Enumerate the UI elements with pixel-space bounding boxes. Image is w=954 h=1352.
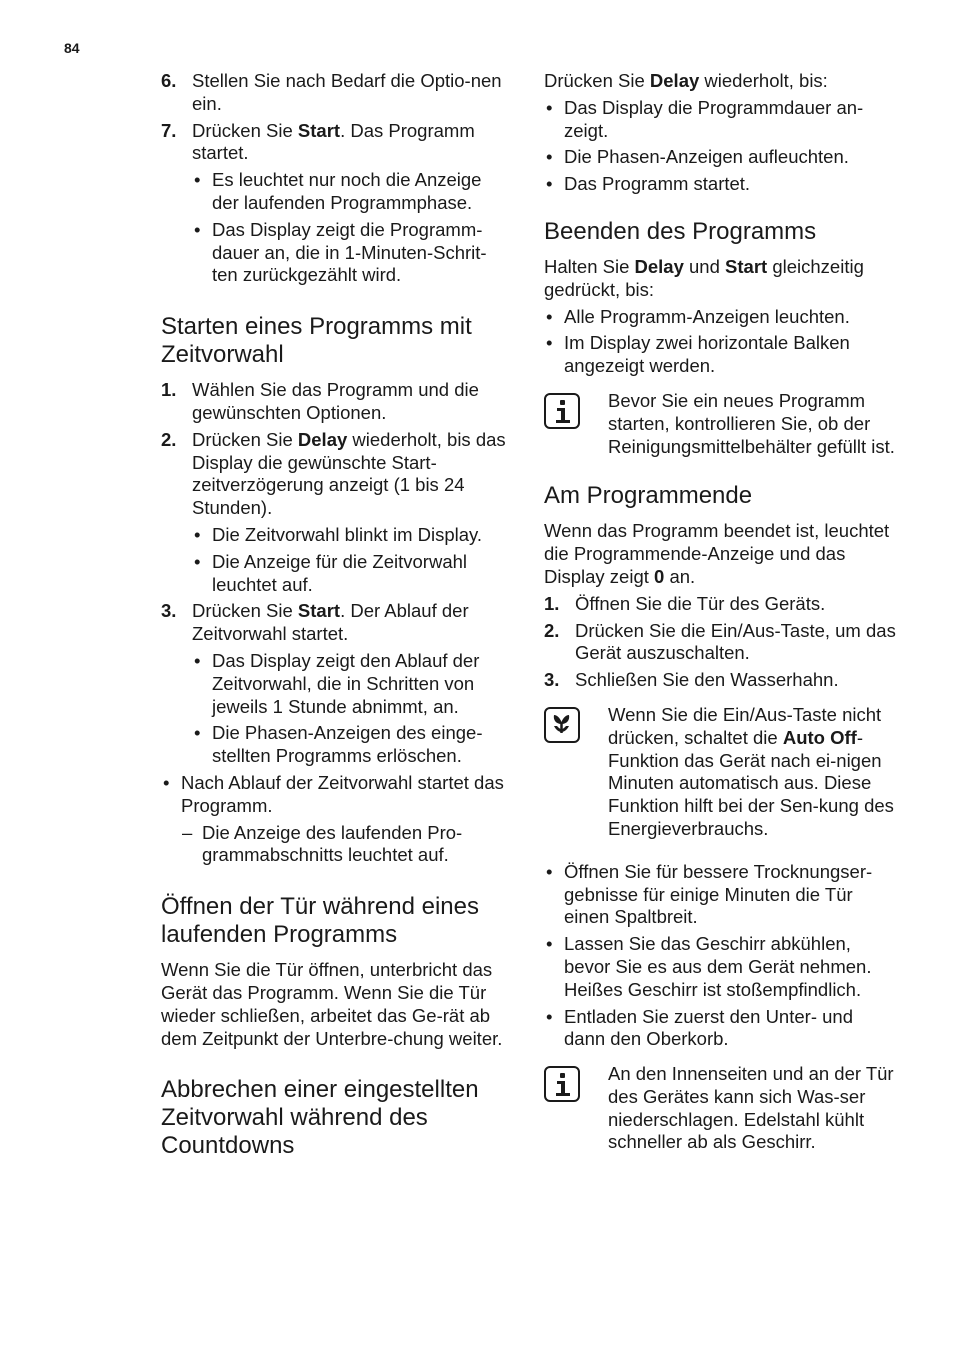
intro-text: Drücken Sie bbox=[544, 70, 650, 91]
heading-door-open: Öffnen der Tür während eines laufenden Programms bbox=[161, 893, 479, 949]
step-number: 7. bbox=[161, 119, 177, 141]
finish-text: an. bbox=[664, 565, 696, 587]
step-1 bbox=[161, 379, 511, 425]
note-text: Bevor Sie ein neues Programm starten, kontrollieren Sie, ob der Reinigungsmittelbehälter gefüllt ist. bbox=[608, 389, 895, 457]
finish-text: Wenn das Programm beendet ist, leuchtet die Programmende-Anzeige und das Display zeigt bbox=[544, 520, 890, 587]
right-column bbox=[544, 70, 896, 1154]
step-text: . Der Ablauf der Zeitvorwahl startet. bbox=[192, 600, 469, 645]
note-text bbox=[608, 704, 896, 841]
note-text-part: -Funktion das Gerät nach ei-nigen Minuten automatisch aus. Diese Funktion hilft bei der Sen-kung des Energieverbrauchs. bbox=[608, 726, 894, 839]
step-text: Drücken Sie bbox=[192, 119, 298, 141]
start-keyword: Start bbox=[725, 255, 768, 277]
auto-off-keyword: Auto Off bbox=[782, 726, 857, 748]
list-item: • Nach Ablauf der Zeitvorwahl startet das Programm. bbox=[161, 772, 511, 818]
step-text: Drücken Sie die Ein/Aus-Taste, um das Gerät auszuschalten. bbox=[575, 619, 896, 664]
step-6 bbox=[161, 70, 511, 116]
end-text: und bbox=[683, 255, 726, 277]
step-3 bbox=[161, 600, 511, 646]
list-item: • Es leuchtet nur noch die Anzeige der laufenden Programmphase. bbox=[161, 169, 511, 215]
delay-intro bbox=[544, 70, 896, 93]
info-icon bbox=[544, 393, 580, 429]
step-text: Wählen Sie das Programm und die gewünschten Optionen. bbox=[192, 379, 479, 423]
list-item: • Im Display zwei horizontale Balken angezeigt werden. bbox=[544, 332, 896, 378]
step-7 bbox=[161, 120, 511, 166]
list-item: • Entladen Sie zuerst den Unter- und dann den Oberkorb. bbox=[544, 1006, 896, 1052]
door-paragraph: Wenn Sie die Tür öffnen, unterbricht das Gerät das Programm. Wenn Sie die Tür wieder schließen, arbeitet das Ge-rät ab dem Zeitpunkt der Unterbre-chung weiter. bbox=[161, 959, 503, 1049]
environment-icon bbox=[544, 707, 580, 743]
step-text: wiederholt, bis das Display die gewünschte Start-zeitverzögerung anzeigt (1 bis 24 Stunden). bbox=[192, 428, 506, 519]
info-note bbox=[544, 390, 896, 458]
list-item: • Die Phasen-Anzeigen aufleuchten. bbox=[544, 146, 896, 169]
end-text: Halten Sie bbox=[544, 255, 635, 277]
step-number: 6. bbox=[161, 70, 177, 91]
heading-end-program: Beenden des Programms bbox=[544, 217, 817, 245]
step-3 bbox=[544, 669, 896, 692]
delay-keyword: Delay bbox=[297, 428, 348, 450]
start-keyword: Start bbox=[297, 119, 341, 141]
environment-note bbox=[544, 704, 896, 841]
finish-intro bbox=[544, 520, 896, 588]
list-item: • Lassen Sie das Geschirr abkühlen, bevor Sie es aus dem Gerät nehmen. Heißes Geschirr ist stoßempfindlich. bbox=[544, 933, 896, 1001]
step-text: Drücken Sie bbox=[192, 428, 298, 450]
step-number: 1. bbox=[544, 592, 560, 614]
end-intro bbox=[544, 256, 896, 302]
list-item: • Die Phasen-Anzeigen des einge-stellten Programms erlöschen. bbox=[161, 722, 511, 768]
step-number: 1. bbox=[161, 379, 177, 401]
heading-cancel-delay: Abbrechen einer eingestellten Zeitvorwahl während des Countdowns bbox=[161, 1076, 479, 1160]
step-text: Drücken Sie bbox=[192, 600, 298, 622]
note-text-part: Wenn Sie die Ein/Aus-Taste nicht drücken, schaltet die bbox=[608, 703, 882, 748]
zero-keyword: 0 bbox=[654, 565, 665, 587]
list-item: • Das Programm startet. bbox=[544, 173, 896, 196]
start-keyword: Start bbox=[297, 600, 341, 622]
info-icon bbox=[544, 1066, 580, 1102]
list-item: • Öffnen Sie für bessere Trocknungser-gebnisse für einige Minuten die Tür einen Spaltbreit. bbox=[544, 861, 896, 929]
left-column bbox=[161, 70, 511, 1160]
delay-keyword: Delay bbox=[634, 255, 684, 277]
info-note bbox=[544, 1063, 896, 1154]
step-number: 2. bbox=[161, 428, 177, 450]
step-2 bbox=[544, 620, 896, 666]
list-item: • Das Display die Programmdauer an-zeigt. bbox=[544, 97, 896, 143]
note-text: An den Innenseiten und an der Tür des Gerätes kann sich Was-ser niederschlagen. Edelstahl kühlt schneller ab als Geschirr. bbox=[608, 1063, 894, 1153]
heading-program-end: Am Programmende bbox=[544, 482, 753, 510]
step-text: Öffnen Sie die Tür des Geräts. bbox=[575, 592, 826, 614]
list-item: • Alle Programm-Anzeigen leuchten. bbox=[544, 306, 896, 329]
step-1 bbox=[544, 593, 896, 616]
tips-list bbox=[544, 861, 896, 1051]
step-number: 2. bbox=[544, 619, 560, 641]
list-item: – Die Anzeige des laufenden Pro-grammabschnitts leuchtet auf. bbox=[161, 822, 511, 868]
step-2 bbox=[161, 429, 511, 520]
list-item: • Die Zeitvorwahl blinkt im Display. bbox=[161, 524, 511, 547]
step-number: 3. bbox=[161, 600, 177, 622]
step-text: Schließen Sie den Wasserhahn. bbox=[575, 669, 839, 691]
list-item: • Das Display zeigt die Programm-dauer an, die in 1-Minuten-Schrit-ten zurückgezählt wird. bbox=[161, 219, 511, 287]
delay-keyword: Delay bbox=[649, 70, 700, 91]
heading-start-delay: Starten eines Programms mit Zeitvorwahl bbox=[161, 313, 472, 369]
list-item: • Die Anzeige für die Zeitvorwahl leuchtet auf. bbox=[161, 551, 511, 597]
step-text: . Das Programm startet. bbox=[192, 119, 475, 164]
step-text: Stellen Sie nach Bedarf die Optio-nen ein. bbox=[192, 70, 502, 114]
step-number: 3. bbox=[544, 669, 560, 691]
intro-text: wiederholt, bis: bbox=[699, 70, 828, 91]
list-item: • Das Display zeigt den Ablauf der Zeitvorwahl, die in Schritten von jeweils 1 Stunde abnimmt, an. bbox=[161, 650, 511, 718]
end-text: gleichzeitig gedrückt, bis: bbox=[544, 255, 864, 300]
page-number: 84 bbox=[64, 40, 80, 56]
